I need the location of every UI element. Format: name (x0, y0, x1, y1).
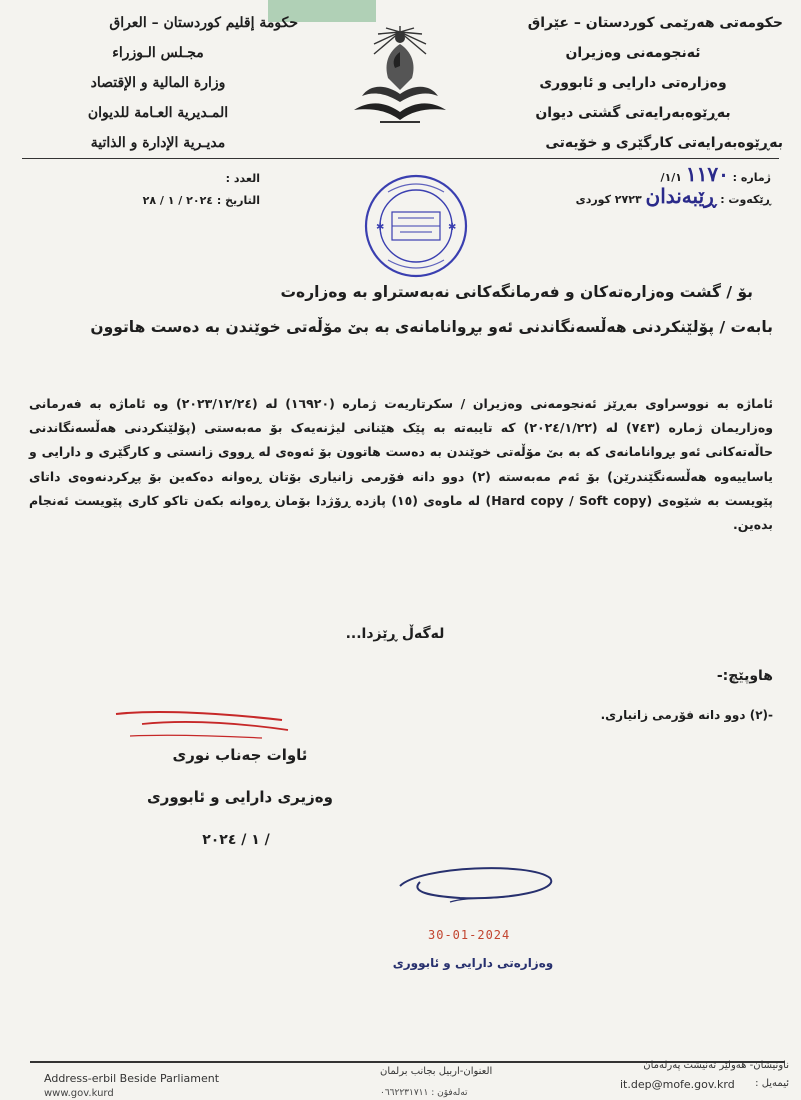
reference-block (531, 163, 771, 207)
signature-icon (112, 706, 292, 748)
body-paragraph: ئاماژە بە نووسراوی بەڕێز ئەنجومەنی وەزیران / سکرتاریەت ژمارە (۱٦۹۲۰) لە (۲۰۲۳/۱۲/۲٤) وە ئاماژە بە فەرمانی وەزاریمان ژمارە (۷٤۳) لە (۲۰۲٤/۱/۲۲) کە تایبەتە بە پێک هێنانی لیژنەیەک بۆ مەبەستی (پۆلێنکردنی هەڵسەنگاندنی حاڵەتەکانی ئەو بڕوانامانەی کە بە بێ مۆڵەتی خوێندن بە دەست هاتوون بۆ ئەوەی لە ڕووی زانستی و کارگێری و دارایی و یاساییەوە هەڵسەنگێندرێن) بۆ ئەم مەبەستە (۲) دوو دانە فۆرمی زانیاری بۆتان ڕەوانە دەکەین بۆ پڕکردنەوەی داتای پێویست بە شێوەی (Hard copy / Soft copy) لە ماوەی (۱٥) پازدە ڕۆژدا بۆمان ڕەوانە بکەن تاکو کاری پێویست ئەنجام بدەین. (29, 396, 774, 533)
date-value-ar: ۲۰۲٤ / ۱ / ۲۸ (142, 194, 214, 207)
footer-email: it.dep@mofe.gov.krd (620, 1078, 735, 1091)
svg-text:✱: ✱ (376, 222, 385, 233)
header-divider (22, 158, 779, 159)
letterhead-line: وزارة المالية و الإقتصاد (90, 75, 226, 91)
date-label-ar: التاريخ : (216, 194, 260, 207)
footer-website: www.gov.kurd (44, 1088, 114, 1099)
closing: لەگەڵ ڕێزدا... (345, 626, 445, 642)
handwritten-month: ڕێبەندان (645, 184, 717, 208)
letterhead-line: ئەنجومەنی وەزیران (565, 45, 701, 61)
letterhead-line: حكومة إقليم كوردستان – العراق (109, 15, 298, 31)
office-stamp-icon (362, 172, 470, 280)
letterhead-line: بەڕێوەبەرایەتی کارگێری و خۆیەتی (545, 135, 783, 151)
handwritten-number: ۱۱۷۰ (685, 162, 729, 186)
signatory-date: ۲۰۲٤ / ۱ / (202, 832, 270, 848)
letter-body (29, 392, 773, 537)
footer-address-en: Address-erbil Beside Parliament (44, 1072, 220, 1085)
footer-email-label: ئیمەیل : (755, 1078, 789, 1089)
signatory-name: ئاوات جەناب نوری (172, 746, 308, 764)
attachments-title: هاوپێچ:- (716, 668, 773, 684)
svg-text:✱: ✱ (448, 222, 457, 233)
letterhead-line: حکومەتی هەرێمی کوردستان – عێراق (527, 15, 783, 31)
received-date-stamp: 30-01-2024 (428, 928, 511, 942)
subject-line: بابەت / پۆلێنکردنی هەڵسەنگاندنی ئەو بڕوانامانەی بە بێ مۆڵەتی خوێندن بە دەست هاتوون (90, 318, 773, 336)
received-department: وەزارەتی دارایی و ئابووری (392, 956, 554, 970)
arabic-reference-block (110, 168, 260, 212)
date-label: ڕێکەوت : (720, 193, 771, 206)
date-value: ۲۷۲۳ کوردی (575, 193, 642, 206)
footer-phone: تەلەفۆن : ۰٦٦۲۲۳۱۷۱۱ (380, 1088, 468, 1098)
receipt-signature-icon (390, 856, 560, 916)
attachment-item: -(۲) دوو دانە فۆرمی زانیاری. (600, 708, 773, 722)
number-value: ۱/۱/ (660, 171, 683, 184)
addressee: بۆ / گشت وەزارەتەکان و فەرمانگەکانی نەبەستراو بە وەزارەت (280, 283, 753, 301)
footer-address-ku: ناونیشان- هەولێر تەنیشت پەرلەمان (643, 1060, 789, 1071)
number-label-ar: العدد : (225, 172, 260, 185)
signatory-title: وەزیری دارایی و ئابووری (147, 788, 333, 806)
letterhead-line: مجـلس الـوزراء (112, 45, 204, 61)
letterhead-kurdish (483, 8, 783, 158)
footer-address-ar: العنوان-اربیل بجانب برلمان (380, 1066, 493, 1077)
letterhead-line: المـديرية العـامة للديوان (87, 105, 229, 121)
letterhead-arabic (18, 8, 298, 158)
number-label: ژمارە : (732, 171, 771, 184)
letterhead-line: مديـرية الإدارة و الذاتية (90, 135, 226, 151)
letterhead-line: وەزارەتی دارایی و ئابووری (539, 75, 727, 91)
kurdistan-emblem-icon (340, 22, 460, 132)
letterhead-line: بەڕێوەبەرایەتی گشتی دیوان (535, 105, 731, 121)
